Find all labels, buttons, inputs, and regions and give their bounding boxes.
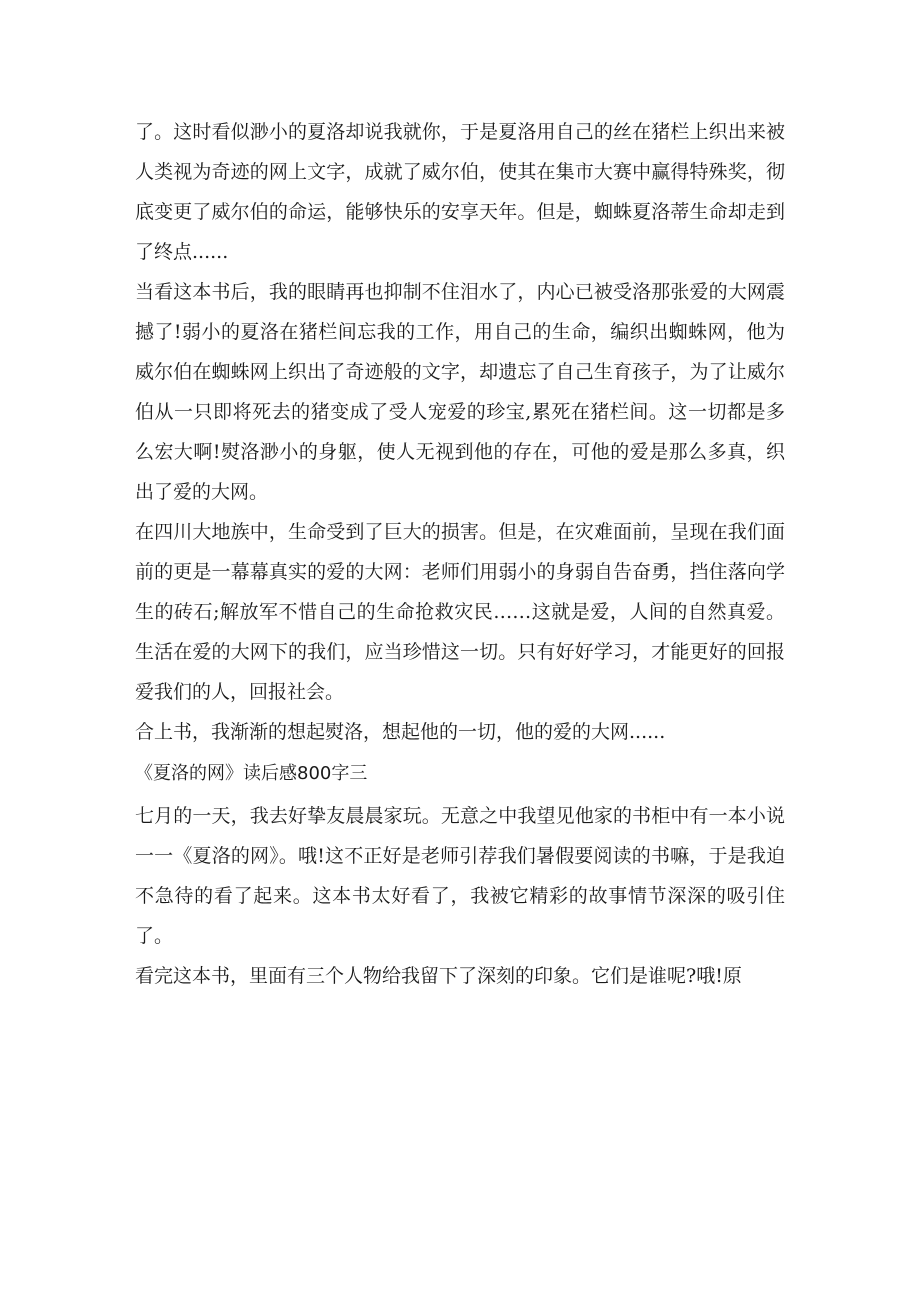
paragraph-2: 当看这本书后，我的眼睛再也抑制不住泪水了，内心已被受洛那张爱的大网震撼了!弱小的夏洛在猪栏间忘我的工作，用自己的生命，编织出蜘蛛网，他为威尔伯在蜘蛛网上织出了奇迹般的文字，却遗忘了自己生育孩子，为了让威尔伯从一只即将死去的猪变成了受人宠爱的珍宝,累死在猪栏间。这一切都是多么宏大啊!熨洛渺小的身躯，使人无视到他的存在，可他的爱是那么多真，织出了爱的大网。 xyxy=(135,281,785,503)
paragraph-6: 看完这本书，里面有三个人物给我留下了深刻的印象。它们是谁呢?哦!原 xyxy=(135,965,742,987)
paragraph-4: 合上书，我渐渐的想起熨洛，想起他的一切，他的爱的大网...... xyxy=(135,721,666,743)
paragraph-5: 七月的一天，我去好挚友晨晨家玩。无意之中我望见他家的书柜中有一本小说一一《夏洛的网》。哦!这不正好是老师引荐我们暑假要阅读的书嘛，于是我迫不急待的看了起来。这本书太好看了，我被它精彩的故事情节深深的吸引住了。 xyxy=(135,805,785,947)
section-heading: 《夏洛的网》读后感800字三 xyxy=(135,763,368,784)
document-body xyxy=(135,112,785,996)
paragraph-3: 在四川大地族中，生命受到了巨大的损害。但是，在灾难面前，呈现在我们面前的更是一幕幕真实的爱的大网：老师们用弱小的身弱自告奋勇，挡住落向学生的砖石;解放军不惜自己的生命抢救灾民……这就是爱，人间的自然真爱。生活在爱的大网下的我们，应当珍惜这一切。只有好好学习，才能更好的回报爱我们的人，回报社会。 xyxy=(135,521,785,703)
paragraph-1: 了。这时看似渺小的夏洛却说我就你，于是夏洛用自己的丝在猪栏上织出来被人类视为奇迹的网上文字，成就了威尔伯，使其在集市大赛中赢得特殊奖，彻底变更了威尔伯的命运，能够快乐的安享天年。但是，蜘蛛夏洛蒂生命却走到了终点...... xyxy=(135,121,785,263)
